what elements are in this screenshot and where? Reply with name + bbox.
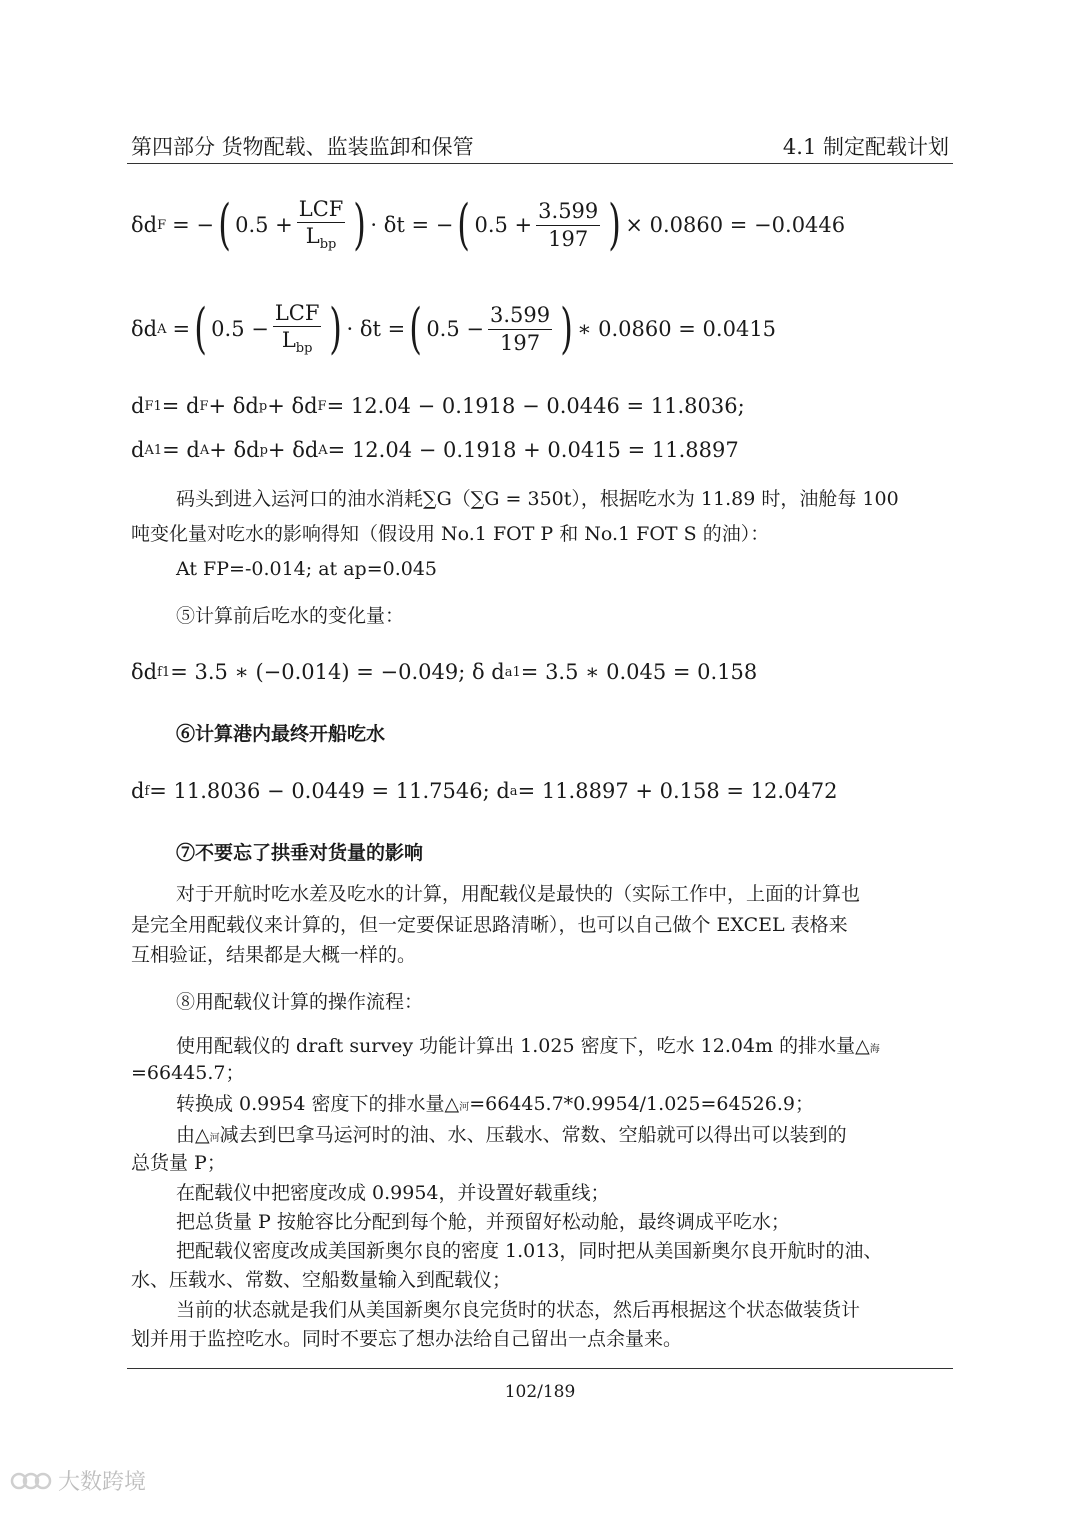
paragraph-line: 总货量 P； bbox=[131, 1152, 226, 1174]
paragraph-line: 划并用于监控吃水。同时不要忘了想办法给自己留出一点余量来。 bbox=[131, 1328, 683, 1350]
paragraph-line: 由△河减去到巴拿马运河时的油、水、压载水、常数、空船就可以得出可以装到的 bbox=[176, 1124, 847, 1146]
paragraph-line: 把配载仪密度改成美国新奥尔良的密度 1.013，同时把从美国新奥尔良开航时的油、 bbox=[176, 1240, 883, 1262]
header-left: 第四部分 货物配载、监装监卸和保管 bbox=[131, 135, 474, 159]
watermark-logo-icon bbox=[10, 1468, 52, 1494]
watermark bbox=[10, 1465, 146, 1496]
paragraph-line: 使用配载仪的 draft survey 功能计算出 1.025 密度下，吃水 12.04m 的排水量△海 bbox=[176, 1035, 880, 1057]
paragraph-line: 转换成 0.9954 密度下的排水量△河=66445.7*0.9954/1.025=64526.9； bbox=[176, 1093, 814, 1115]
equation-dF1: d F1 = d F + δd p + δd F = 12.04 − 0.1918 − 0.0446 = 11.8036; bbox=[131, 394, 745, 418]
equation-dF: δd F = − ( 0.5 + $\frac{\text{LCF}}{L_{bp}}$ ) · δt = − ( 0.5 + $\frac{3.599}{197}$ ) × 0.0860 = −0.0446 bbox=[131, 193, 846, 256]
paragraph-line: 水、压载水、常数、空船数量输入到配载仪； bbox=[131, 1269, 512, 1291]
equation-dA: δd A = ( 0.5 − $\frac{\text{LCF}}{L_{bp}}$ ) · δt = ( 0.5 − $\frac{3.599}{197}$ ) ∗ 0.0860 = 0.0415 bbox=[131, 297, 777, 360]
paragraph-line: 当前的状态就是我们从美国新奥尔良完货时的状态，然后再根据这个状态做装货计 bbox=[176, 1299, 861, 1321]
paragraph-line: 对于开航时吃水差及吃水的计算，用配载仪是最快的（实际工作中，上面的计算也 bbox=[176, 883, 861, 905]
equation-df1: δd f1 = 3.5 ∗ (−0.014) = −0.049; δ d a1 = 3.5 ∗ 0.045 = 0.158 bbox=[131, 660, 758, 684]
equation-dA1: d A1 = d A + δd p + δd A = 12.04 − 0.1918 + 0.0415 = 11.8897 bbox=[131, 438, 739, 462]
paragraph-line: 码头到进入运河口的油水消耗∑G（∑G = 350t），根据吃水为 11.89 时，油舱每 100 bbox=[176, 488, 899, 510]
footer-rule bbox=[127, 1368, 953, 1369]
step-5-heading: ⑤计算前后吃水的变化量： bbox=[176, 605, 405, 627]
header-right: 4.1 制定配载计划 bbox=[782, 135, 949, 159]
header-rule bbox=[127, 163, 953, 164]
paragraph-line: 在配载仪中把密度改成 0.9954，并设置好载重线； bbox=[176, 1182, 610, 1204]
watermark-text: 大数跨境 bbox=[58, 1470, 147, 1495]
paragraph-line: =66445.7； bbox=[131, 1062, 245, 1084]
step-8-heading: ⑧用配载仪计算的操作流程： bbox=[176, 991, 424, 1013]
step-7-heading: ⑦不要忘了拱垂对货量的影响 bbox=[176, 842, 424, 864]
step-6-heading: ⑥计算港内最终开船吃水 bbox=[176, 723, 386, 745]
at-fp-line: At FP=-0.014; at ap=0.045 bbox=[176, 558, 438, 580]
page-number: 102/189 bbox=[504, 1382, 576, 1402]
paragraph-line: 是完全用配载仪来计算的，但一定要保证思路清晰），也可以自己做个 EXCEL 表格来 bbox=[131, 914, 848, 936]
equation-final-draft: d f = 11.8036 − 0.0449 = 11.7546; d a = 11.8897 + 0.158 = 12.0472 bbox=[131, 779, 838, 803]
paragraph-line: 把总货量 P 按舱容比分配到每个舱，并预留好松动舱，最终调成平吃水； bbox=[176, 1211, 790, 1233]
paragraph-line: 吨变化量对吃水的影响得知（假设用 No.1 FOT P 和 No.1 FOT S 的油）： bbox=[131, 523, 770, 545]
paragraph-line: 互相验证，结果都是大概一样的。 bbox=[131, 944, 417, 966]
